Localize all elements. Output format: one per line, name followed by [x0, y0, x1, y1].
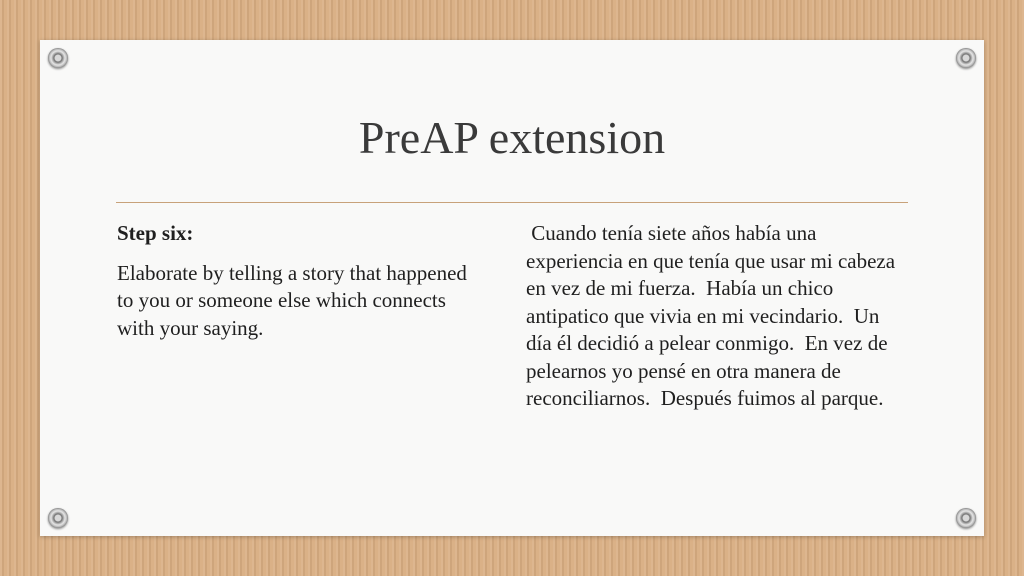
step-heading: Step six:: [117, 221, 194, 245]
pushpin-icon: [48, 48, 68, 68]
pushpin-icon: [48, 508, 68, 528]
pushpin-icon: [956, 48, 976, 68]
slide-title: PreAP extension: [358, 112, 666, 163]
story-text: Cuando tenía siete años había una experiencia en que tenía que usar mi cabeza en vez de mi fuerza. Había un chico antipatico que vivia en mi vecindario. Un día él decidió a pelear conmigo. En vez de pelearnos yo pensé en otra manera de reconciliarnos. Después fuimos al parque.: [526, 221, 901, 410]
title-divider: [116, 202, 908, 203]
right-column: [526, 220, 906, 413]
pushpin-icon: [956, 508, 976, 528]
left-column: [117, 220, 487, 342]
step-instructions: Elaborate by telling a story that happened to you or someone else which connects with your saying.: [117, 260, 467, 340]
slide-card: [40, 40, 984, 536]
